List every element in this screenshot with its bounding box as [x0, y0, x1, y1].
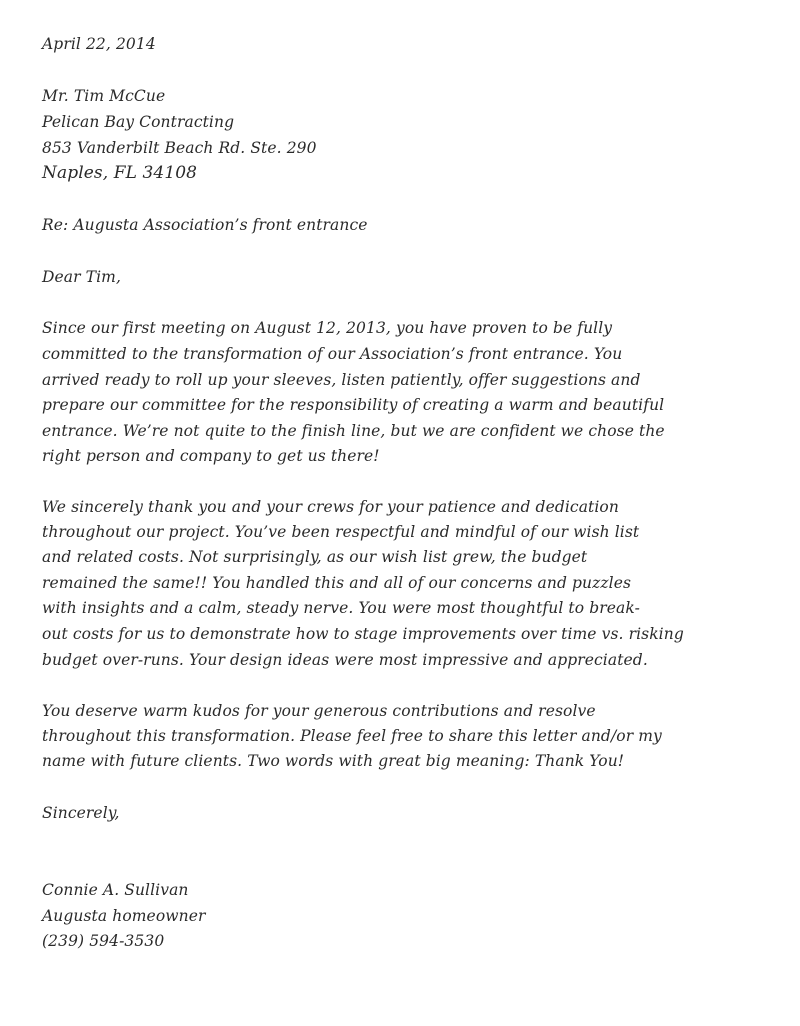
paragraph-line: arrived ready to roll up your sleeves, listen patiently, offer suggestions and [42, 371, 641, 389]
paragraph-line: budget over-runs. Your design ideas were most impressive and appreciated. [42, 651, 648, 669]
paragraph-line: prepare our committee for the responsibility of creating a warm and beautiful [42, 396, 665, 414]
recipient-city-state-zip: Naples, FL 34108 [42, 163, 198, 183]
paragraph-line: entrance. We’re not quite to the finish line, but we are confident we chose the [42, 422, 665, 440]
paragraph-line: We sincerely thank you and your crews for your patience and dedication [42, 498, 619, 516]
signer-phone: (239) 594-3530 [42, 932, 165, 950]
paragraph-line: throughout our project. You’ve been respectful and mindful of our wish list [42, 523, 640, 541]
recipient-name: Mr. Tim McCue [42, 87, 166, 105]
paragraph-line: right person and company to get us there! [42, 447, 380, 465]
paragraph-line: You deserve warm kudos for your generous contributions and resolve [42, 702, 596, 720]
paragraph-line: name with future clients. Two words with great big meaning: Thank You! [42, 752, 625, 770]
letter-date: April 22, 2014 [42, 35, 156, 53]
paragraph-line: out costs for us to demonstrate how to stage improvements over time vs. risking [42, 625, 684, 643]
recipient-company: Pelican Bay Contracting [42, 113, 235, 131]
paragraph-line: throughout this transformation. Please feel free to share this letter and/or my [42, 727, 662, 745]
paragraph-line: Since our first meeting on August 12, 2013, you have proven to be fully [42, 319, 613, 337]
paragraph-line: and related costs. Not surprisingly, as our wish list grew, the budget [42, 548, 588, 566]
salutation: Dear Tim, [42, 268, 121, 286]
subject-line: Re: Augusta Association’s front entrance [42, 216, 368, 234]
paragraph-line: committed to the transformation of our Association’s front entrance. You [42, 345, 623, 363]
signer-name: Connie A. Sullivan [42, 881, 189, 899]
signer-title: Augusta homeowner [42, 907, 206, 925]
recipient-street: 853 Vanderbilt Beach Rd. Ste. 290 [42, 139, 317, 157]
paragraph-line: with insights and a calm, steady nerve. You were most thoughtful to break- [42, 599, 640, 617]
closing: Sincerely, [42, 804, 120, 822]
paragraph-line: remained the same!! You handled this and all of our concerns and puzzles [42, 574, 632, 592]
